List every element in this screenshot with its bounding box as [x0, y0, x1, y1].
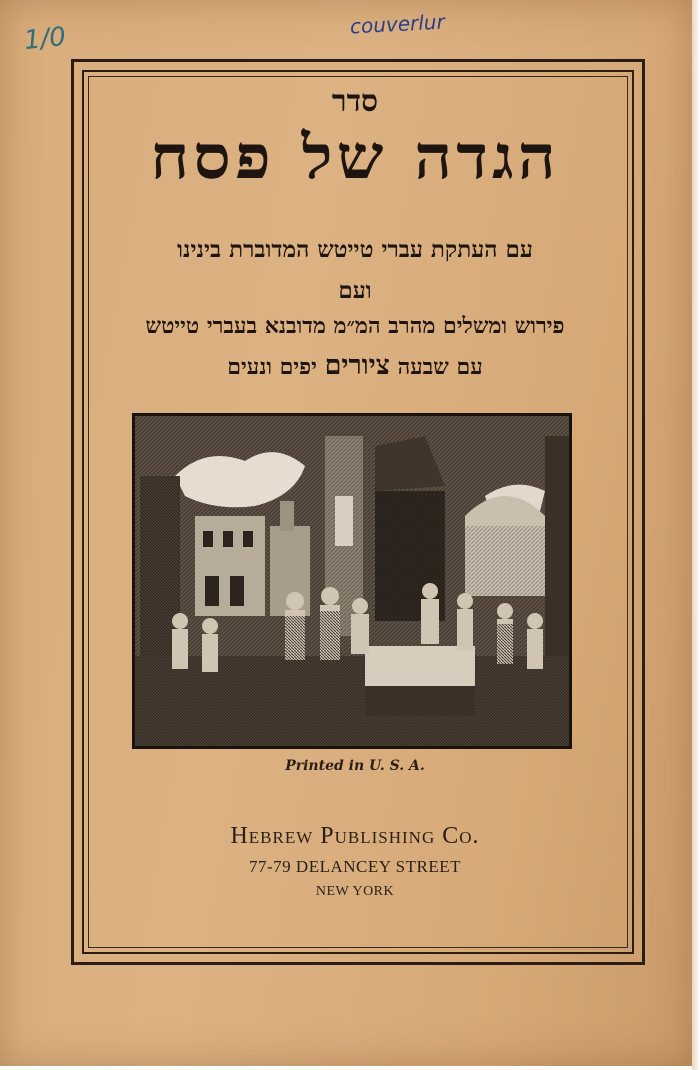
title-seder: סדר [331, 84, 379, 119]
publisher-name: Hebrew Publishing Co. [230, 823, 480, 849]
publisher-street: 77-79 DELANCEY STREET [249, 857, 461, 876]
handwritten-price: 1/0 [22, 21, 68, 57]
subtitle-line-1: עם העתקת עברי טייטש המדוברת בינינו [177, 236, 533, 263]
page-edge [692, 0, 700, 1070]
handwritten-note: couverlur [349, 9, 446, 39]
line4-start: עם שבעה [397, 354, 483, 380]
publisher-city: NEW YORK [315, 884, 395, 899]
line4-emphasis: ציורים [324, 350, 390, 381]
subtitle-line-2: ועם [338, 277, 372, 304]
woodcut-illustration [135, 416, 569, 746]
printed-in-label: Printed in U. S. A. [285, 758, 425, 774]
subtitle-line-3: פירוש ומשלים מהרב המ״מ מדובנא בעברי טייטש [145, 313, 565, 339]
main-title: הגדה של פסח [150, 121, 560, 193]
subtitle-line-4 [90, 350, 620, 381]
line4-end: יפים ונעים [227, 354, 317, 380]
seder-banquet-woodcut-icon [132, 413, 572, 749]
